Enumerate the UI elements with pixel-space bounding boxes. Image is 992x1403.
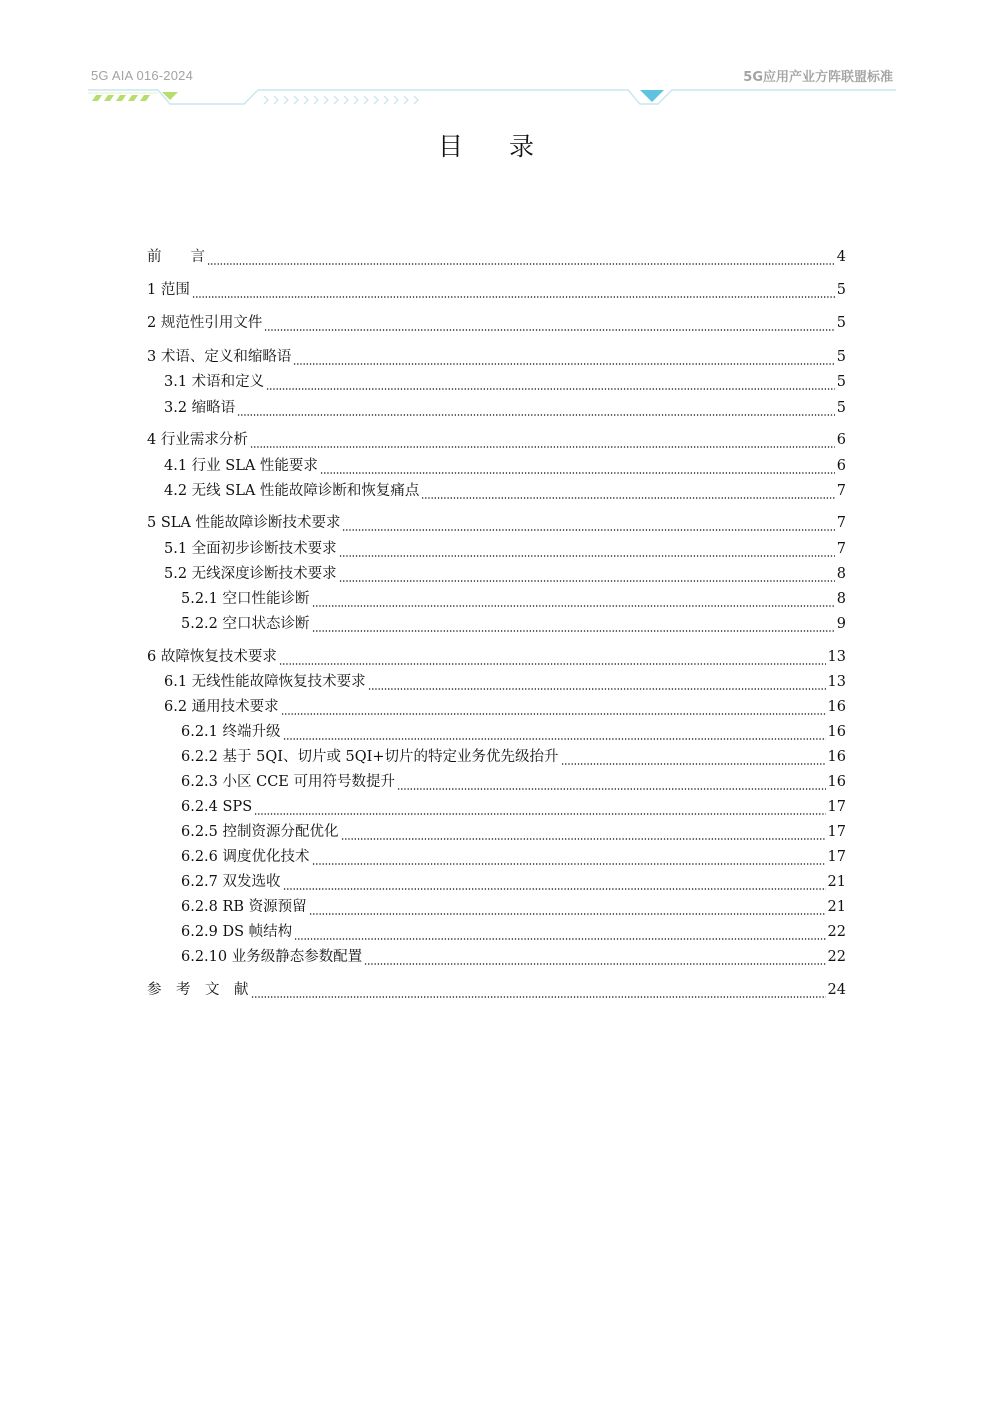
chevron-row [264, 96, 418, 104]
toc-entry-label: 参 考 文 献 [147, 982, 249, 998]
toc-entry-label: 6.2.7 双发选收 [181, 874, 281, 890]
toc-entry-label: 5.2.1 空口性能诊断 [181, 591, 310, 607]
dot-leader [368, 671, 826, 693]
toc-entry-label: 3.2 缩略语 [164, 400, 236, 416]
document-code: 5G AIA 016-2024 [91, 68, 194, 83]
green-triangle [162, 92, 178, 100]
toc-entry-label: 3 术语、定义和缩略语 [147, 349, 292, 365]
dot-leader [339, 563, 835, 585]
dot-leader [364, 946, 825, 968]
toc-entry-page: 21 [827, 874, 846, 890]
toc-entry[interactable] [147, 721, 846, 743]
toc-entry[interactable] [147, 979, 846, 1001]
toc-entry[interactable] [147, 896, 846, 918]
toc-entry-page: 5 [836, 400, 846, 416]
toc-entry-page: 6 [836, 432, 846, 448]
toc-entry[interactable] [147, 588, 846, 610]
dot-leader [237, 397, 835, 419]
toc-entry-label: 5.2.2 空口状态诊断 [181, 616, 310, 632]
toc-entry-page: 16 [827, 724, 846, 740]
dot-leader [192, 279, 835, 301]
toc-entry-page: 5 [836, 315, 846, 331]
toc-entry[interactable] [147, 871, 846, 893]
toc-entry[interactable] [147, 771, 846, 793]
toc-entry-page: 21 [827, 899, 846, 915]
header-decoration [88, 86, 898, 110]
toc-entry-page: 9 [836, 616, 846, 632]
toc-entry[interactable] [147, 796, 846, 818]
toc-entry-page: 17 [827, 849, 846, 865]
dot-leader [342, 512, 834, 534]
toc-entry[interactable] [147, 538, 846, 560]
toc-entry-page: 7 [836, 483, 846, 499]
dot-leader [339, 538, 835, 560]
dot-leader [283, 871, 826, 893]
dot-leader [312, 613, 835, 635]
toc-entry-page: 8 [836, 591, 846, 607]
dot-leader [309, 896, 826, 918]
toc-entry[interactable] [147, 746, 846, 768]
toc-entry[interactable] [147, 821, 846, 843]
toc-entry-page: 22 [827, 949, 846, 965]
dot-leader [264, 312, 834, 334]
toc-entry-page: 7 [836, 541, 846, 557]
toc-entry-label: 6.2.6 调度优化技术 [181, 849, 310, 865]
dot-leader [283, 721, 826, 743]
toc-entry-label: 6.2.3 小区 CCE 可用符号数提升 [181, 774, 395, 790]
toc-entry-page: 13 [827, 649, 846, 665]
toc-entry-label: 2 规范性引用文件 [147, 315, 263, 331]
toc-entry-label: 4.1 行业 SLA 性能要求 [164, 458, 318, 474]
dot-leader [279, 646, 826, 668]
toc-entry-label: 5 SLA 性能故障诊断技术要求 [147, 515, 341, 531]
dot-leader [293, 346, 834, 368]
toc-entry-page: 17 [827, 799, 846, 815]
dot-leader [281, 696, 826, 718]
dot-leader [320, 455, 835, 477]
organization-name: 5G应用产业方阵联盟标准 [743, 70, 893, 85]
dot-leader [251, 979, 826, 1001]
dot-leader [397, 771, 826, 793]
toc-entry-label: 3.1 术语和定义 [164, 374, 265, 390]
toc-entry-page: 16 [827, 699, 846, 715]
toc-entry[interactable] [147, 480, 846, 502]
dot-leader [250, 429, 835, 451]
toc-entry[interactable] [147, 696, 846, 718]
toc-entry-label: 5.1 全面初步诊断技术要求 [164, 541, 337, 557]
toc-entry-label: 6.2.2 基于 5QI、切片或 5QI+切片的特定业务优先级抬升 [181, 749, 559, 765]
toc-entry-page: 8 [836, 566, 846, 582]
toc-entry-page: 22 [827, 924, 846, 940]
toc-entry-label: 5.2 无线深度诊断技术要求 [164, 566, 337, 582]
toc-entry-label: 4.2 无线 SLA 性能故障诊断和恢复痛点 [164, 483, 420, 499]
toc-entry-label: 6.2.9 DS 帧结构 [181, 924, 293, 940]
toc-entry[interactable] [147, 455, 846, 477]
dot-leader [312, 588, 835, 610]
toc-entry[interactable] [147, 279, 846, 301]
toc-entry-page: 6 [836, 458, 846, 474]
toc-entry-label: 6.2.1 终端升级 [181, 724, 281, 740]
toc-entry-page: 16 [827, 774, 846, 790]
toc-entry[interactable] [147, 613, 846, 635]
toc-entry-page: 16 [827, 749, 846, 765]
dot-leader [421, 480, 834, 502]
toc-entry-page: 4 [836, 249, 846, 265]
toc-entry-page: 17 [827, 824, 846, 840]
dot-leader [207, 246, 835, 268]
toc-entry-page: 5 [836, 374, 846, 390]
toc-entry[interactable] [147, 312, 846, 334]
toc-entry-label: 6.2 通用技术要求 [164, 699, 279, 715]
toc-entry-label: 6.2.5 控制资源分配优化 [181, 824, 339, 840]
toc-entry-label: 前 言 [147, 249, 205, 265]
toc-entry[interactable] [147, 671, 846, 693]
dot-leader [254, 796, 825, 818]
dot-leader [266, 371, 835, 393]
dot-leader [561, 746, 826, 768]
dot-leader [294, 921, 825, 943]
toc-entry[interactable] [147, 429, 846, 451]
toc-entry[interactable] [147, 246, 846, 268]
toc-entry[interactable] [147, 846, 846, 868]
toc-entry-label: 1 范围 [147, 282, 190, 298]
toc-entry[interactable] [147, 921, 846, 943]
dot-leader [341, 821, 826, 843]
toc-entry[interactable] [147, 397, 846, 419]
toc-entry-label: 6.1 无线性能故障恢复技术要求 [164, 674, 366, 690]
toc-entry[interactable] [147, 563, 846, 585]
toc-entry[interactable] [147, 346, 846, 368]
toc-entry-page: 5 [836, 349, 846, 365]
toc-entry-label: 6 故障恢复技术要求 [147, 649, 277, 665]
toc-entry[interactable] [147, 946, 846, 968]
toc-entry-label: 6.2.10 业务级静态参数配置 [181, 949, 363, 965]
toc-entry-label: 6.2.4 SPS [181, 799, 253, 815]
toc-entry[interactable] [147, 512, 846, 534]
toc-entry-page: 5 [836, 282, 846, 298]
toc-entry-page: 7 [836, 515, 846, 531]
toc-entry[interactable] [147, 371, 846, 393]
toc-entry-label: 6.2.8 RB 资源预留 [181, 899, 307, 915]
toc-entry-page: 24 [827, 982, 846, 998]
toc-entry-page: 13 [827, 674, 846, 690]
page-title: 目录 [437, 132, 580, 161]
teal-triangle [640, 90, 664, 102]
toc-entry-label: 4 行业需求分析 [147, 432, 248, 448]
toc-entry[interactable] [147, 646, 846, 668]
dot-leader [312, 846, 826, 868]
green-slashes [92, 95, 150, 101]
